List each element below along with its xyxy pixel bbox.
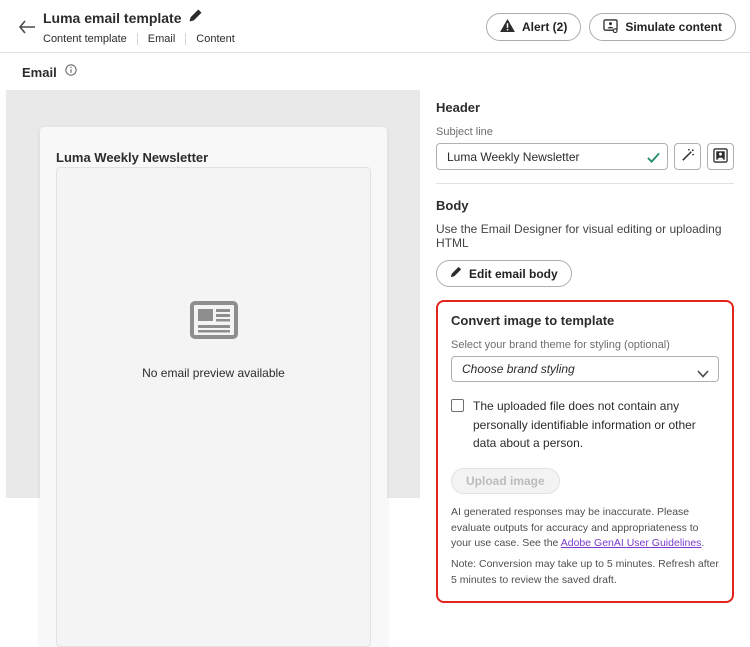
subject-line-label: Subject line bbox=[436, 126, 493, 138]
alert-warning-icon bbox=[500, 19, 515, 35]
email-settings-panel bbox=[420, 90, 750, 586]
edit-email-body-label: Edit email body bbox=[469, 266, 558, 281]
magic-wand-icon bbox=[680, 148, 695, 166]
subject-valid-checkmark-icon bbox=[647, 150, 660, 168]
top-bar bbox=[0, 0, 750, 53]
alert-button[interactable] bbox=[486, 13, 581, 41]
subject-line-row bbox=[436, 143, 734, 170]
edit-title-pencil-icon[interactable] bbox=[189, 9, 202, 27]
edit-email-body-button[interactable] bbox=[436, 260, 572, 287]
topbar-actions bbox=[486, 13, 736, 41]
body-section-description: Use the Email Designer for visual editing or uploading HTML bbox=[436, 222, 722, 250]
back-button[interactable] bbox=[16, 17, 38, 39]
disclaimer-text-before: AI generated responses may be inaccurate. Please evaluate outputs for accuracy and appropriateness to your use case. See the bbox=[451, 505, 699, 550]
pii-checkbox-label: The uploaded file does not contain any personally identifiable information or other data about a person. bbox=[473, 399, 696, 451]
email-preview-card bbox=[40, 127, 387, 647]
genai-guidelines-link[interactable]: Adobe GenAI User Guidelines bbox=[560, 537, 702, 550]
section-divider bbox=[436, 183, 734, 184]
subject-line-input[interactable] bbox=[436, 143, 668, 170]
simulate-content-button[interactable] bbox=[589, 13, 736, 41]
title-block bbox=[43, 9, 245, 45]
disclaimer-text-after: . bbox=[701, 537, 705, 550]
empty-preview-text: No email preview available bbox=[142, 366, 285, 380]
page-title: Luma email template bbox=[43, 10, 182, 26]
tab-content-template[interactable]: Content template bbox=[43, 33, 127, 45]
breadcrumb-tabs bbox=[43, 33, 245, 45]
upload-image-button[interactable] bbox=[451, 468, 560, 494]
ai-generate-subject-button[interactable] bbox=[674, 143, 701, 170]
newspaper-layout-icon bbox=[190, 301, 238, 344]
tab-email[interactable]: Email bbox=[147, 33, 176, 45]
email-section-title: Email bbox=[22, 64, 57, 80]
alert-button-label: Alert (2) bbox=[521, 20, 568, 34]
convert-image-section-highlighted bbox=[436, 300, 734, 603]
convert-section-title: Convert image to template bbox=[451, 313, 615, 328]
preview-empty-area bbox=[56, 167, 371, 647]
preview-card-title: Luma Weekly Newsletter bbox=[56, 150, 209, 165]
email-preview-panel bbox=[6, 90, 420, 498]
upload-image-label: Upload image bbox=[466, 473, 545, 488]
conversion-note-text: Note: Conversion may take up to 5 minutes. Refresh after 5 minutes to review the saved draft. bbox=[451, 558, 719, 586]
header-section-title: Header bbox=[436, 100, 481, 115]
back-arrow-icon bbox=[18, 20, 36, 37]
pencil-icon bbox=[450, 266, 462, 281]
pii-checkbox[interactable] bbox=[451, 399, 464, 412]
preview-with-profile-button[interactable] bbox=[707, 143, 734, 170]
ai-disclaimer-text bbox=[451, 505, 719, 552]
main-content bbox=[0, 90, 750, 586]
simulate-button-label: Simulate content bbox=[625, 20, 722, 34]
brand-theme-label: Select your brand theme for styling (optional) bbox=[451, 339, 670, 351]
brand-styling-dropdown[interactable] bbox=[451, 356, 719, 382]
info-icon[interactable] bbox=[65, 63, 77, 81]
body-section-title: Body bbox=[436, 198, 469, 213]
chevron-down-icon bbox=[697, 365, 709, 383]
person-frame-icon bbox=[713, 148, 728, 166]
tab-content[interactable]: Content bbox=[196, 33, 235, 45]
simulate-content-icon bbox=[603, 19, 618, 36]
pii-checkbox-row bbox=[451, 397, 719, 453]
email-section-header bbox=[0, 54, 750, 90]
brand-styling-selected-value: Choose brand styling bbox=[462, 362, 575, 376]
